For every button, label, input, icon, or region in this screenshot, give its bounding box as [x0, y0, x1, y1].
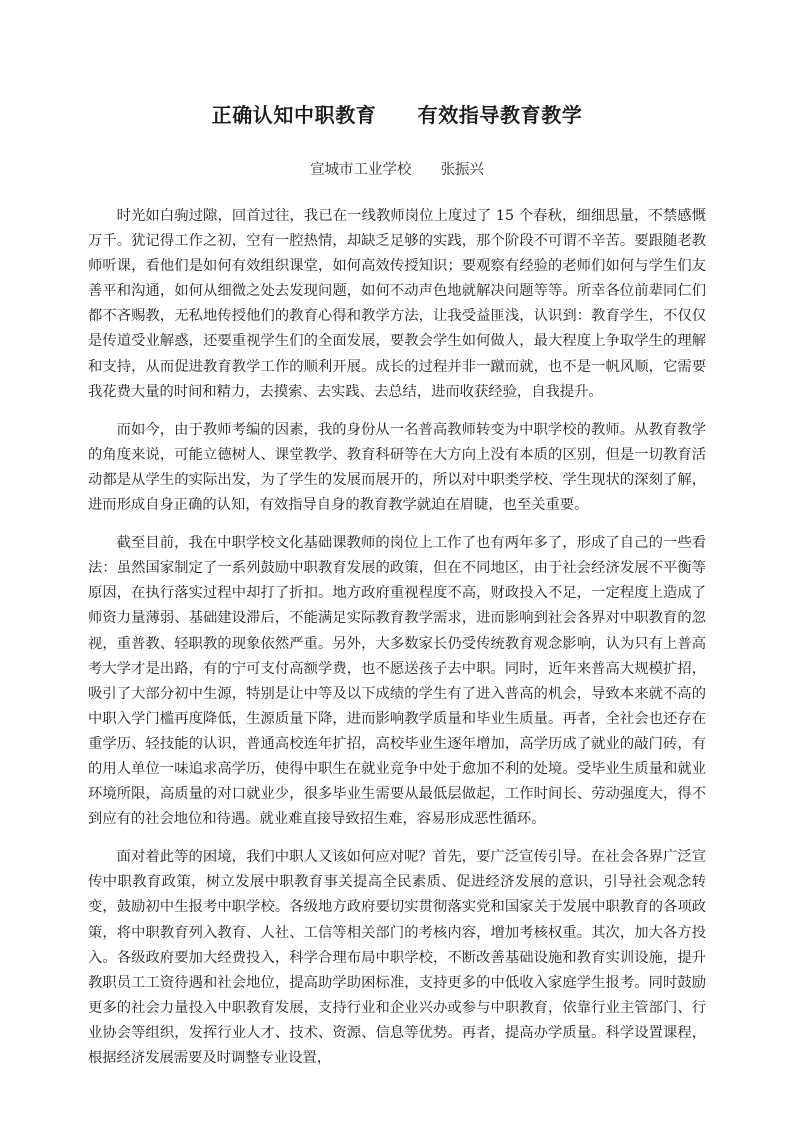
page-body	[88, 0, 706, 1071]
body-paragraph: 截至目前，我在中职学校文化基础课教师的岗位上工作了也有两年多了，形成了自己的一些看法：虽然国家制定了一系列鼓励中职教育发展的政策，但在不同地区，由于社会经济发展不平衡等原因，在执行落实过程中却打了折扣。地方政府重视程度不高，财政投入不足，一定程度上造成了师资力量薄弱、基础建设滞后，不能满足实际教育教学需求，进而影响到社会各界对中职教育的忽视，重普教、轻职教的现象依然严重。另外，大多数家长仍受传统教育观念影响，认为只有上普高考大学才是出路，有的宁可支付高额学费，也不愿送孩子去中职。同时，近年来普高大规模扩招，吸引了大部分初中生源，特别是让中等及以下成绩的学生有了进入普高的机会，导致本来就不高的中职入学门槛再度降低，生源质量下降，进而影响教学质量和毕业生质量。再者，全社会也还存在重学历、轻技能的认识，普通高校连年扩招，高校毕业生逐年增加，高学历成了就业的敲门砖，有的用人单位一味追求高学历，使得中职生在就业竞争中处于愈加不利的处境。受毕业生质量和就业环境所限，高质量的对口就业少，很多毕业生需要从最低层做起，工作时间长、劳动强度大，得不到应有的社会地位和待遇。就业难直接导致招生难，容易形成恶性循环。	[88, 535, 706, 828]
document-body	[88, 181, 706, 1071]
body-paragraph: 面对着此等的困境，我们中职人又该如何应对呢？首先，要广泛宣传引导。在社会各界广泛宣传中职教育政策，树立发展中职教育事关提高全民素质、促进经济发展的意识，引导社会观念转变，鼓励初中生报考中职学校。各级地方政府要切实贯彻落实党和国家关于发展中职教育的各项政策，将中职教育列入教育、人社、工信等相关部门的考核内容，增加考核权重。其次，加大各方投入。各级政府要加大经费投入，科学合理布局中职学校，不断改善基础设施和教育实训设施，提升教职员工工资待遇和社会地位，提高助学助困标准，支持更多的中低收入家庭学生报考。同时鼓励更多的社会力量投入中职教育发展，支持行业和企业兴办或参与中职教育，依靠行业主管部门、行业协会等组织，发挥行业人才、技术、资源、信息等优势。再者，提高办学质量。科学设置课程，根据经济发展需要及时调整专业设置，	[88, 849, 706, 1066]
page-title: 正确认知中职教育 有效指导教育教学	[211, 103, 583, 127]
author-byline: 宣城市工业学校 张振兴	[310, 162, 484, 178]
body-paragraph: 而如今，由于教师考编的因素，我的身份从一名普高教师转变为中职学校的教师。从教育教学的角度来说，可能立德树人、课堂教学、教育科研等在大方向上没有本质的区别，但是一切教育活动都是从学生的实际出发，为了学生的发展而展开的，所以对中职类学校、学生现状的深刻了解，进而形成自身正确的认知，有效指导自身的教育教学就迫在眉睫，也至关重要。	[88, 421, 706, 514]
body-paragraph: 时光如白驹过隙，回首过往，我已在一线教师岗位上度过了 15 个春秋，细细思量，不禁感慨万千。犹记得工作之初，空有一腔热情，却缺乏足够的实践，那个阶段不可谓不辛苦。要跟随老教师听课，看他们是如何有效组织课堂，如何高效传授知识；要观察有经验的老师们如何与学生们友善平和沟通，如何从细微之处去发现问题，如何不动声色地就解决问题等等。所幸各位前辈同仁们都不吝赐教，无私地传授他们的教育心得和教学方法，让我受益匪浅，认识到：教育学生，不仅仅是传道受业解惑，还要重视学生们的全面发展，要教会学生如何做人，最大程度上争取学生的理解和支持，从而促进教育教学工作的顺利开展。成长的过程并非一蹴而就，也不是一帆风顺，它需要我花费大量的时间和精力，去摸索、去实践、去总结，进而收获经验，自我提升。	[88, 208, 706, 400]
